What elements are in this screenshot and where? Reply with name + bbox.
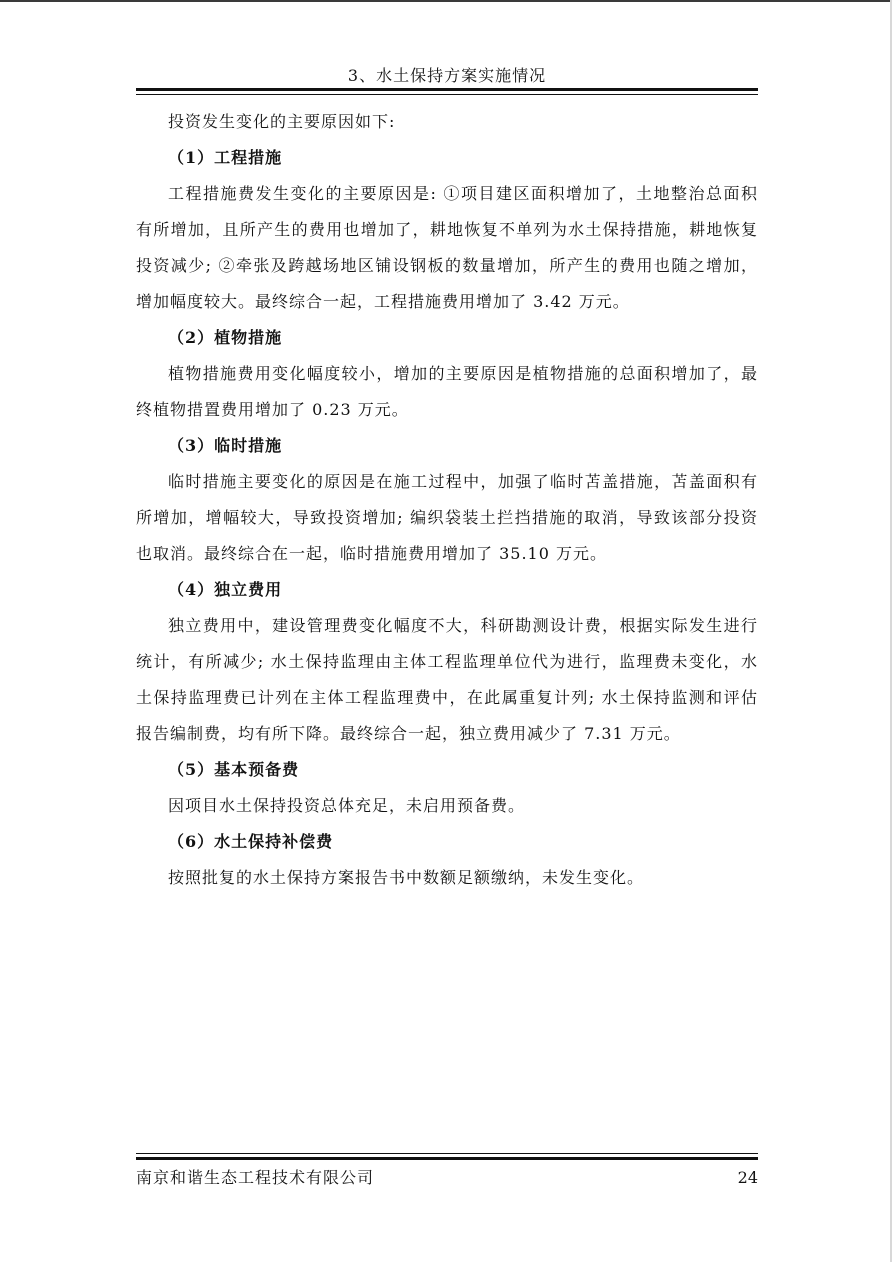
footer-rule-thin xyxy=(136,1153,758,1154)
paragraph-reserve: 因项目水土保持投资总体充足，未启用预备费。 xyxy=(168,796,526,815)
page-header-title: 3、水土保持方案实施情况 xyxy=(347,66,547,85)
document-body xyxy=(136,104,758,896)
section-heading-reserve: （5）基本预备费 xyxy=(168,760,300,779)
paragraph-compensation: 按照批复的水土保持方案报告书中数额足额缴纳，未发生变化。 xyxy=(168,868,645,887)
header-rule-thin xyxy=(136,94,758,95)
footer-page-number: 24 xyxy=(737,1168,758,1187)
paragraph-vegetation: 植物措施费用变化幅度较小，增加的主要原因是植物措施的总面积增加了，最终植物措置费用增加了 0.23 万元。 xyxy=(136,364,758,419)
page-top-border xyxy=(0,0,892,2)
section-heading-compensation: （6）水土保持补偿费 xyxy=(168,832,334,851)
paragraph-independent: 独立费用中，建设管理费变化幅度不大，科研勘测设计费，根据实际发生进行统计，有所减少; 水土保持监理由主体工程监理单位代为进行，监理费未变化，水土保持监理费已计列在主体工程监理费中，在此属重复计列; 水土保持监测和评估报告编制费，均有所下降。最终综合一起，独立费用减少了 7.31 万元。 xyxy=(136,616,758,743)
section-heading-vegetation: （2）植物措施 xyxy=(168,328,283,347)
paragraph-engineering: 工程措施费发生变化的主要原因是: ①项目建区面积增加了，土地整治总面积有所增加，且所产生的费用也增加了，耕地恢复不单列为水土保持措施，耕地恢复投资减少; ②牵张及跨越场地区铺设钢板的数量增加，所产生的费用也随之增加，增加幅度较大。最终综合一起，工程措施费用增加了 3.42 万元。 xyxy=(136,184,758,311)
footer-rule-thick xyxy=(136,1157,758,1160)
section-heading-temporary: （3）临时措施 xyxy=(168,436,283,455)
header-rule-thick xyxy=(136,88,758,91)
footer-company-name: 南京和谐生态工程技术有限公司 xyxy=(136,1168,375,1187)
intro-paragraph: 投资发生变化的主要原因如下: xyxy=(168,112,396,131)
section-heading-engineering: （1）工程措施 xyxy=(168,148,283,167)
paragraph-temporary: 临时措施主要变化的原因是在施工过程中，加强了临时苫盖措施，苫盖面积有所增加，增幅较大，导致投资增加; 编织袋装土拦挡措施的取消，导致该部分投资也取消。最终综合在一起，临时措施费用增加了 35.10 万元。 xyxy=(136,472,758,563)
section-heading-independent: （4）独立费用 xyxy=(168,580,283,599)
